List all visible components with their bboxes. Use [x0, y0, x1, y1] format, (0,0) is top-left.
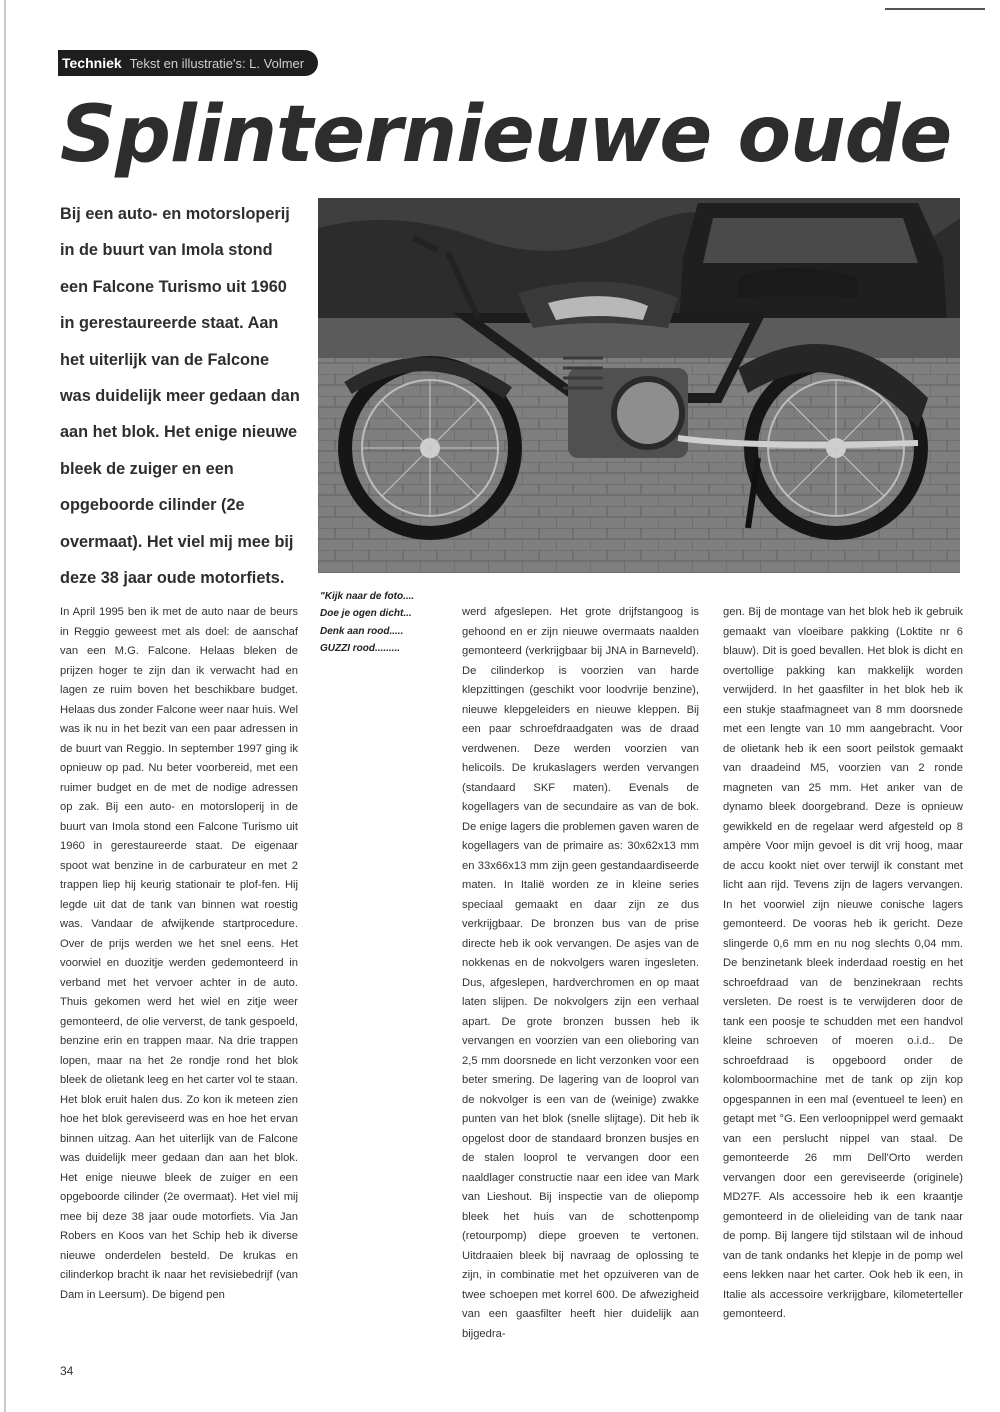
- page-number: 34: [60, 1364, 74, 1378]
- caption-line: GUZZI rood.........: [320, 643, 400, 655]
- motorcycle-photo: [318, 198, 960, 573]
- photo-caption: [320, 588, 450, 658]
- caption-line: Denk aan rood.....: [320, 625, 404, 637]
- body-column-3: gen. Bij de montage van het blok heb ik gebruik gemaakt van vloeibare pakking (Loktite nr 6 blauw). Dit is goed bevallen. Het blok is dicht en overtollige pakking kan makkelijk worden verwijderd. In het gaasfilter in het blok heb ik een stukje staafmagneet van 8 mm doorsnede met een lengte van 10 mm aangebracht. Voor de olietank heb ik een soort peilstok gemaakt van draadeind M5, voorzien van 2 ronde magneten van 25 mm. Het anker van de dynamo bleek doorgebrand. Deze is opnieuw gewikkeld en de regelaar werd afgesteld op 8 ampère Voor mijn gevoel is dit vrij hoog, maar de accu kookt niet over terwijl ik constant met licht aan rijd. Tevens zijn de lagers vervangen. In het voorwiel zijn nieuwe conische lagers gemonteerd. De vooras heb ik gericht. Deze slingerde 0,6 mm en nu nog slechts 0,04 mm. De benzinetank bleek inderdaad roestig en het schroefdraad van de benzinekraan rechts versleten. De roest is te verwijderen door de tank een poosje te schudden met een handvol kleine schroeven of moeren o.i.d.. De schroefdraad is opgeboord onder de kolomboormachine met de tank op zijn kop opgespannen in een mal (eventueel te leen) en getapt met °G. Een verloopnippel werd gemaakt van een perslucht nippel van staal. De gemonteerde 26 mm Dell'Orto werden vervangen door een gereviseerde (originele) MD27F. Als accessoire heb ik een kraantje gemonteerd in de olieleiding van de tank naar de pomp. Bij langere tijd stilstaan wil de inhoud van de tank ondanks het klepje in de pomp wel eens lekken naar het carter. Ook heb ik een, in Italie als accessoire verkrijgbare, kilometerteller gemonteerd.: [723, 606, 963, 1320]
- article-intro: Bij een auto- en motorsloperij in de buurt van Imola stond een Falcone Turismo uit 1960 in gerestaureerde staat. Aan het uiterlijk van de Falcone was duidelijk meer gedaan dan aan het blok. Het enige nieuwe bleek de zuiger en een opgeboorde cilinder (2e overmaat). Het viel mij mee bij deze 38 jaar oude motorfiets.: [60, 205, 300, 588]
- body-column-2: werd afgeslepen. Het grote drijfstangoog is gehoond en er zijn nieuwe overmaats naalden gemonteerd (verkrijgbaar bij JNA in Barneveld). De cilinderkop is voorzien van harde klepzittingen (geschikt voor loodvrije benzine), nieuwe klepgeleiders en nieuwe kleppen. Bij een paar schroefdraadgaten was de draad verdwenen. Deze werden voorzien van helicoils. De krukaslagers werden vervangen (standaard SKF maten). Evenals de kogellagers van de secundaire as van de bok. De enige lagers die problemen gaven waren de kogellagers van de primaire as: 30x62x13 mm en 33x66x13 mm zijn geen gestandaardiseerde maten. In Italië worden ze in kleine series speciaal gemaakt en daar zijn ze dus verkrijgbaar. De bronzen bus van de prise directe heb ik ook vervangen. De asjes van de nokkenas en de nokvolgers waren ingesleten. Dus, afgeslepen, hardverchromen en op maat laten slijpen. De nokvolgers zijn een verhaal apart. De grote bronzen bussen heb ik vervangen en voorzien van een olieboring van 2,5 mm doorsnede en licht verzonken voor een beter smering. De lagering van de looprol van de nokvolger is een van de (weinige) zwakke punten van het blok (snelle slijtage). Dit heb ik opgelost door de standaard bronzen busjes en de stalen looprol te vervangen door een naaldlager constructie naar een idee van Mark van Lieshout. Bij inspectie van de oliepomp bleek het huis van de schottenpomp (retourpomp) diepe groeven te vertonen. Uitdraaien bleek bij navraag de oplossing te zijn, in combinatie met het opzuiveren van de twee schoepen met korrel 600. De afwezigheid van een gaasfilter heeft hier duidelijk aan bijgedra-: [462, 606, 699, 1340]
- section-label: Techniek: [62, 55, 122, 71]
- author-credit: Tekst en illustratie's: L. Volmer: [129, 55, 305, 71]
- page-top-rule: [885, 8, 985, 10]
- caption-line: Doe je ogen dicht...: [320, 608, 412, 620]
- page-edge-rule: [4, 0, 6, 1412]
- body-column-1: In April 1995 ben ik met de auto naar de beurs in Reggio geweest met als doel: de aanschaf van een M.G. Falcone. Helaas bleken de prijzen hoger te zijn dan ik verwacht had en lagen ze ruim boven het beschikbare budget. Helaas dus zonder Falcone weer naar huis. Wel was ik nu in het bezit van een paar adressen in de buurt van Reggio. In september 1997 ging ik opnieuw op pad. Nu beter voorbereid, met een ruimer budget en de met de nodige adressen op zak. Bij een auto- en motorsloperij in de buurt van Imola stond een Falcone Turismo uit 1960 in gerestaureerde staat. De eigenaar spoot wat benzine in de carburateur en met 2 trappen liep hij keurig stationair te plof-fen. Hij legde uit dat de tank van binnen wat roestig was. Vandaar de afwijkende startprocedure. Over de prijs werden we het snel eens. Het voorwiel en duozitje werden gedemonteerd in verband met het vervoer achter in de auto. Thuis gekomen werd het wiel en zitje weer gemonteerd, de olie ververst, de tank gespoeld, benzine erin en trappen maar. Na drie trappen lopen, maar na het 2e rondje rond het blok bleek de olietank leeg en het carter vol te staan. Het blok eruit halen dus. Zo kon ik meteen zien hoe het blok gereviseerd was en hoe het ervan binnen uitzag. Aan het uiterlijk van de Falcone was duidelijk meer gedaan dan aan het blok. Het enige nieuwe bleek de zuiger en een opgeboorde cilinder (2e overmaat). Het viel mij mee bij deze 38 jaar oude motorfiets. Via Jan Robers en Koos van het Schip heb ik diverse nieuwe onderdelen besteld. De krukas en cilinderkop bracht ik naar het revisiebedrijf (van Dam in Leersum). De bigend pen: [60, 606, 298, 1301]
- section-header: [58, 50, 318, 76]
- article-title: Splinternieuwe oude: [60, 90, 952, 180]
- caption-line: "Kijk naar de foto....: [320, 591, 415, 602]
